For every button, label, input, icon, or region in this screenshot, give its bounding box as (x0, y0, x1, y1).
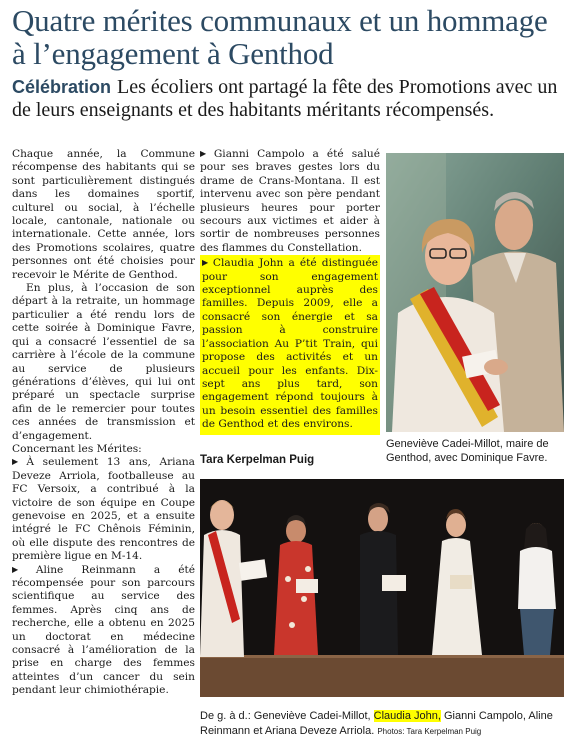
lede-text: Les écoliers ont partagé la fête des Promotions avec un de leurs enseignants et des habitants méritants récompensés. (12, 76, 558, 121)
photo-mayor-and-teacher (386, 153, 564, 432)
paragraph: Chaque année, la Commune récompense des habitants qui se sont particulièrement distingués dans les domaines sportif, culturel ou social, à l’échelle locale, cantonale, nationale ou internationale. Cette année, lors des Promotions scolaires, quatre personnes ont été choisies pour recevoir le Mérite de Genthod. (12, 148, 195, 281)
photo-caption-2 (200, 709, 564, 739)
photo-caption-1: Geneviève Cadei-Millot, maire de Genthod, avec Dominique Favre. (386, 438, 549, 464)
merit-item-ariana: ▶ À seulement 13 ans, Ariana Deveze Arriola, footballeuse au FC Versoix, a contribué à la victoire de son équipe en Coupe genevoise en 2025, et a ensuite intégré le FC Chênois Féminin, où elle dispute des rencontres de première ligue en M-14. (12, 456, 195, 563)
article-headline: Quatre mérites communaux et un hommage à l’engagement à Genthod (12, 3, 548, 71)
merit-item-aline: ▶ Aline Reinmann a été récompensée pour son parcours scientifique au service des femmes. Après cinq ans de recherche, elle a obtenu en 2025 un doctorat en médecine consacré à l’amélioration de la prise en charge des femmes atteintes d’un cancer du sein pendant leur chimiothérapie. (12, 564, 195, 698)
text-column-2 (200, 148, 380, 435)
caption2-highlighted-name: Claudia John, (373, 710, 441, 722)
photo-credit: Photos: Tara Kerpelman Puig (377, 727, 482, 736)
byline: Tara Kerpelman Puig (200, 454, 315, 466)
paragraph: En plus, à l’occasion de son départ à la retraite, un hommage particulier a été rendu lors de cette soirée à Dominique Favre, qui a consacré l’essentiel de sa carrière à l’école de la commune au service de plusieurs générations d’élèves, qui lui ont préparé un spectacle surprise afin de le remercier pour toutes ces années de transmission et d’engagement. (12, 282, 195, 442)
photo-group-on-stage (200, 479, 564, 697)
caption2-prefix: De g. à d.: Geneviève Cadei-Millot, (200, 710, 374, 722)
article-lede (12, 76, 560, 122)
article-kicker: Célébration (12, 77, 112, 97)
caption2-suffix: Gianni Campolo, Aline Reinmann et Ariana Deveze Arriola. (200, 710, 553, 737)
text-column-1 (12, 148, 195, 698)
paragraph: Concernant les Mérites: (12, 442, 142, 455)
merit-item-claudia-highlighted: ▶ Claudia John a été distinguée pour son engagement exceptionnel auprès des familles. Depuis 2009, elle a consacré son énergie et sa passion à construire l’association Au P’tit Train, qui propose des activités et un accueil pour les enfants. Dix-sept ans plus tard, son engagement répond toujours à un besoin essentiel des familles de Genthod et des environs. (200, 255, 380, 434)
merit-item-gianni: ▶ Gianni Campolo a été salué pour ses braves gestes lors du drame de Crans-Montana. Il est intervenu avec son père pendant plusieurs heures pour porter secours aux victimes et aider à sortir de nombreuses personnes des flammes du Constellation. (200, 148, 380, 255)
